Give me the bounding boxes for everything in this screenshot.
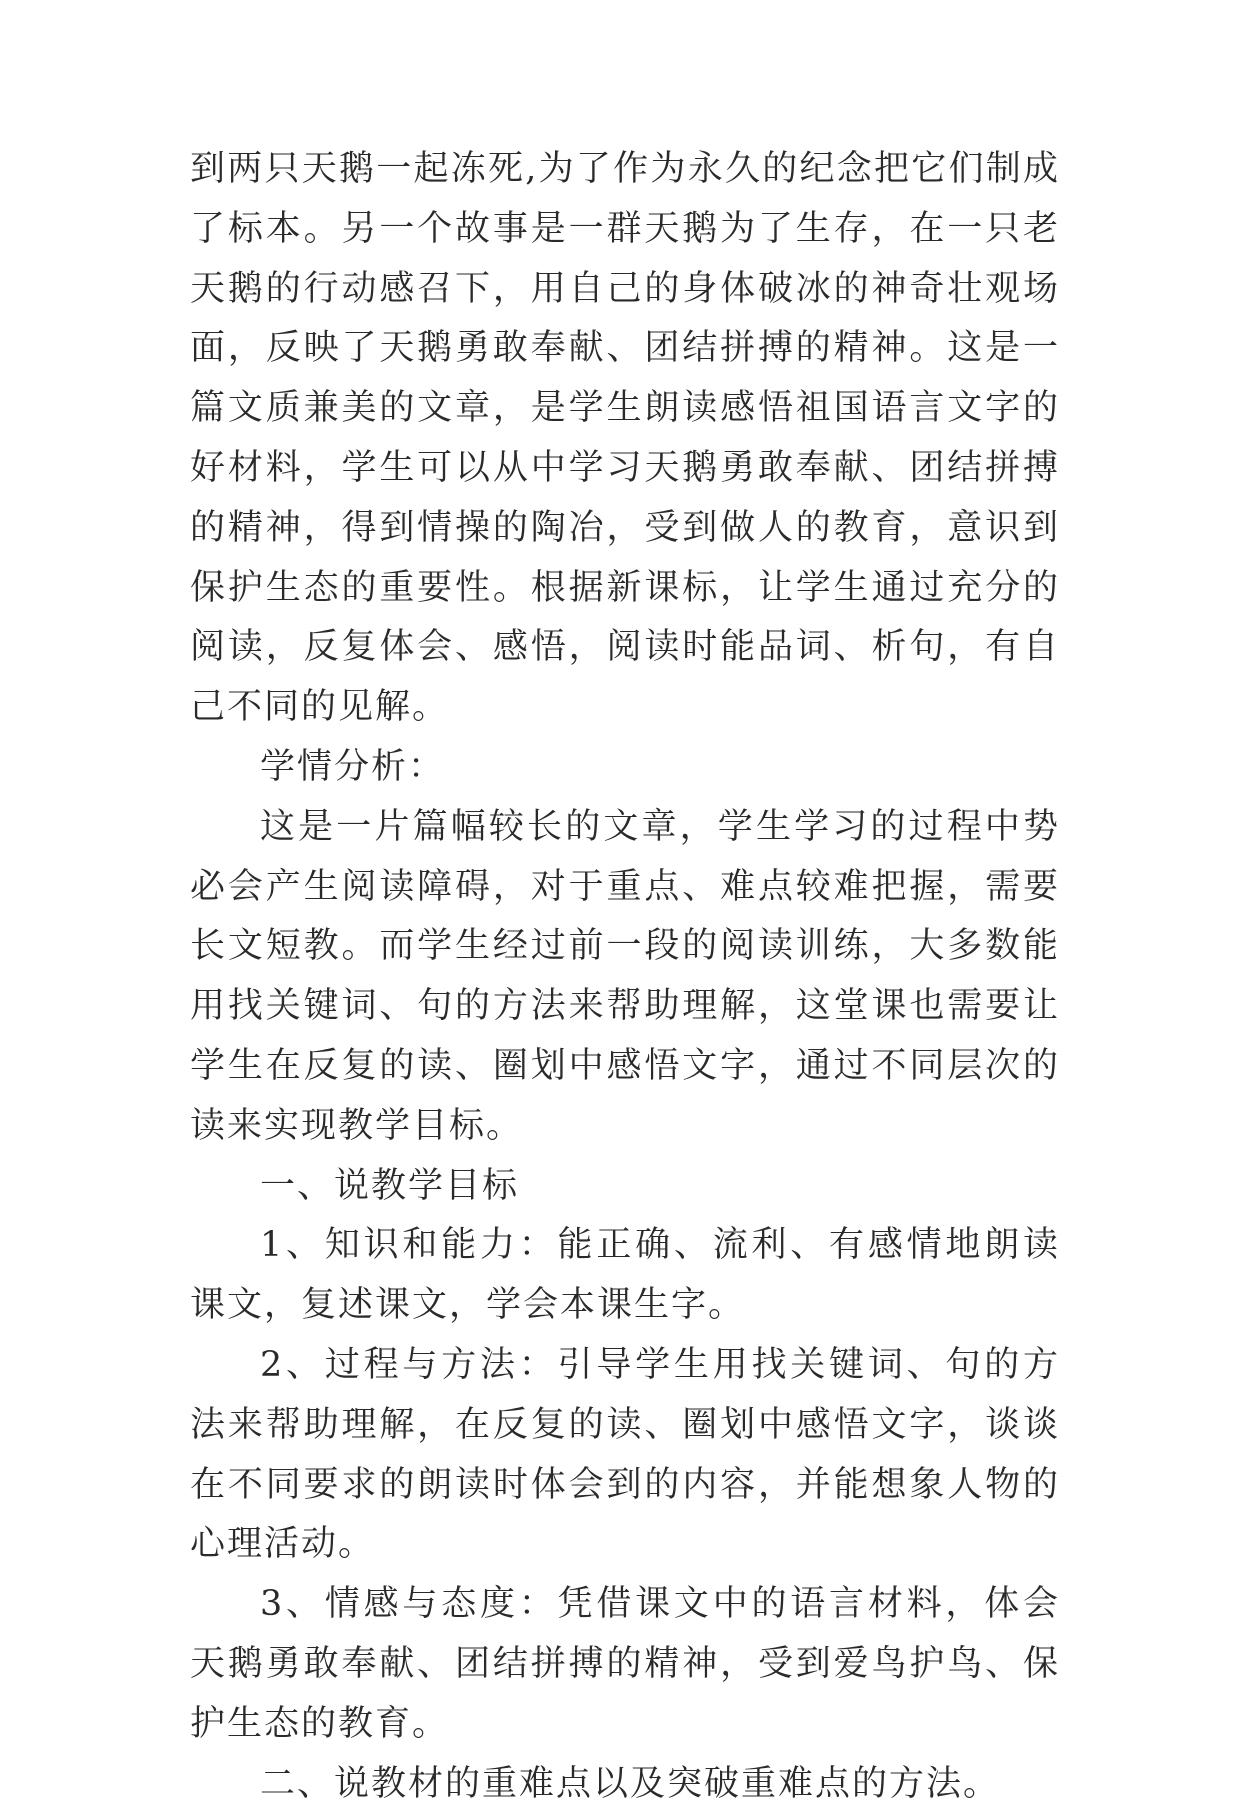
paragraph-student-analysis: 这是一片篇幅较长的文章，学生学习的过程中势必会产生阅读障碍，对于重点、难点较难把握，需要长文短教。而学生经过前一段的阅读训练，大多数能用找关键词、句的方法来帮助理解，这堂课也需要让学生在反复的读、圈划中感悟文字，通过不同层次的读来实现教学目标。 bbox=[190, 806, 1060, 1146]
document-page bbox=[190, 140, 1060, 1814]
heading-key-difficulties: 二、说教材的重难点以及突破重难点的方法。 bbox=[260, 1763, 1001, 1804]
objective-knowledge-ability: 1、知识和能力：能正确、流利、有感情地朗读课文，复述课文，学会本课生字。 bbox=[190, 1225, 1060, 1326]
paragraph-continuation: 到两只天鹅一起冻死,为了作为永久的纪念把它们制成了标本。另一个故事是一群天鹅为了生存，在一只老天鹅的行动感召下，用自己的身体破冰的神奇壮观场面，反映了天鹅勇敢奉献、团结拼搏的精神。这是一篇文质兼美的文章，是学生朗读感悟祖国语言文字的好材料，学生可以从中学习天鹅勇敢奉献、团结拼搏的精神，得到情操的陶冶，受到做人的教育，意识到保护生态的重要性。根据新课标，让学生通过充分的阅读，反复体会、感悟，阅读时能品词、析句，有自己不同的见解。 bbox=[190, 149, 1060, 728]
objective-process-method: 2、过程与方法：引导学生用找关键词、句的方法来帮助理解，在反复的读、圈划中感悟文字，谈谈在不同要求的朗读时体会到的内容，并能想象人物的心理活动。 bbox=[190, 1344, 1060, 1565]
heading-student-analysis: 学情分析： bbox=[260, 746, 446, 787]
heading-teaching-objectives: 一、说教学目标 bbox=[260, 1165, 520, 1206]
objective-emotion-attitude: 3、情感与态度：凭借课文中的语言材料，体会天鹅勇敢奉献、团结拼搏的精神，受到爱鸟护鸟、保护生态的教育。 bbox=[190, 1584, 1060, 1744]
